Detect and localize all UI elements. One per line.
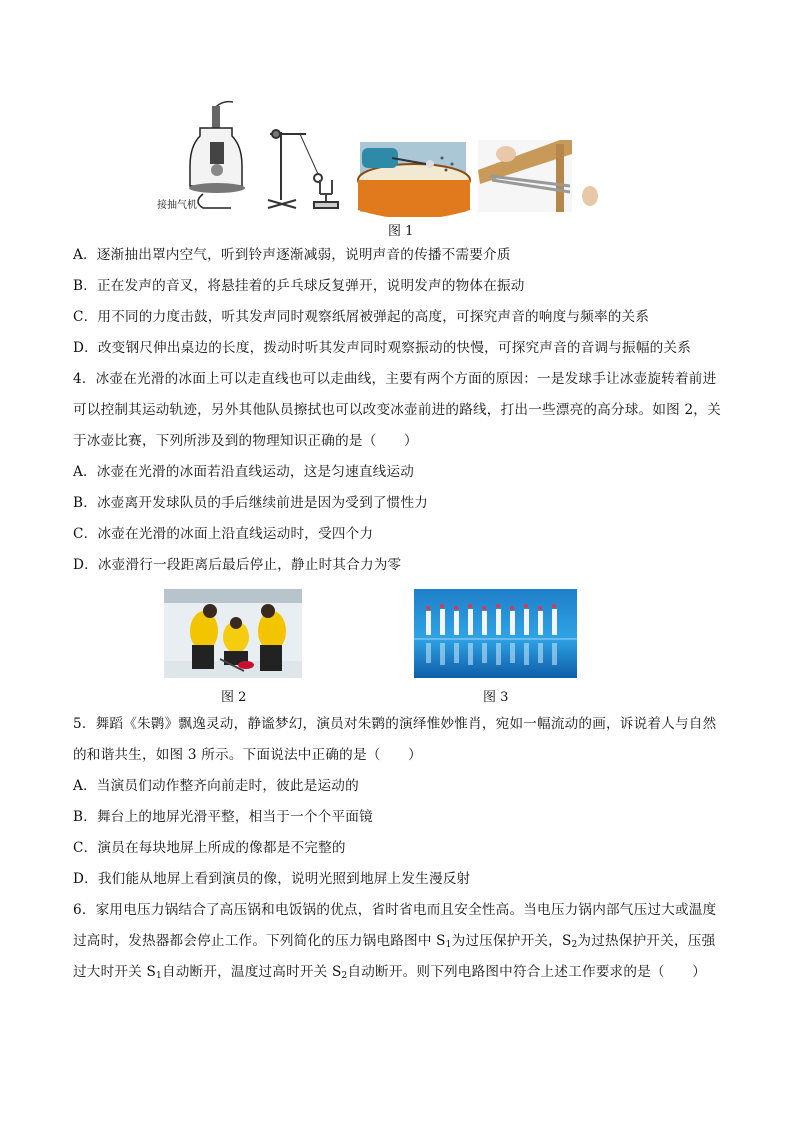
q5-stem-line-2: 的和谐共生，如图 3 所示。下面说法中正确的是（ ） <box>73 747 422 763</box>
q6-line3-sub-1: 1 <box>156 971 162 981</box>
q4-stem-line-3: 于冰壶比赛，下列所涉及到的物理知识正确的是（ ） <box>73 433 418 449</box>
q4-option-c: C．冰壶在光滑的冰面上沿直线运动时，受四个力 <box>73 526 374 542</box>
figure-1 <box>0 92 794 242</box>
q4-option-a: A．冰壶在光滑的冰面若沿直线运动，这是匀速直线运动 <box>73 464 415 480</box>
q3-option-c: C．用不同的力度击鼓，听其发声同时观察纸屑被弹起的高度，可探究声音的响度与频率的关系 <box>73 309 650 325</box>
q4-option-b: B．冰壶离开发球队员的手后继续前进是因为受到了惯性力 <box>73 495 429 511</box>
figure-1-caption: 图 1 <box>388 224 414 239</box>
q5-option-d: D．我们能从地屏上看到演员的像，说明光照到地屏上发生漫反射 <box>73 871 471 887</box>
q4-stem-line-2: 可以控制其运动轨迹，另外其他队员擦拭也可以改变冰壶前进的路线，打出一些漂亮的高分球。如图 2，关 <box>73 402 721 418</box>
q5-stem-line-1: 5．舞蹈《朱鹮》飘逸灵动，静谧梦幻，演员对朱鹮的演绎惟妙惟肖，宛如一幅流动的画，诉说着人与自然 <box>73 716 717 732</box>
tuning-fork-illustration <box>268 130 338 208</box>
steel-ruler-illustration <box>478 140 598 212</box>
q5-option-b: B．舞台上的地屏光滑平整，相当于一个个平面镜 <box>73 809 373 825</box>
q6-line3-part-a: 过大时开关 S <box>73 964 157 980</box>
q6-line3-sub-2: 2 <box>341 971 348 981</box>
q3-option-b: B．正在发声的音叉，将悬挂着的乒乓球反复弹开，说明发声的物体在振动 <box>73 278 525 294</box>
q6-line3-part-b: 自动断开，温度过高时开关 S <box>161 964 342 980</box>
q3-option-a: A．逐渐抽出罩内空气，听到铃声逐渐减弱，说明声音的传播不需要介质 <box>73 247 511 263</box>
q6-line2-part-c: 为过热保护开关，压强 <box>577 933 716 949</box>
q6-line2-part-a: 过高时，发热器都会停止工作。下列简化的压力锅电路图中 S <box>73 933 446 949</box>
q6-stem-line-3 <box>73 962 733 986</box>
q6-line2-sub-2: 2 <box>571 940 578 950</box>
figure-2-curling-photo <box>164 589 302 678</box>
figure-3-dance-photo <box>414 589 577 678</box>
q6-line2-sub-1: 1 <box>445 940 452 950</box>
q5-option-a: A．当演员们动作整齐向前走时，彼此是运动的 <box>73 778 359 794</box>
drum-illustration <box>358 142 470 217</box>
q4-option-d: D．冰壶滑行一段距离后最后停止，静止时其合力为零 <box>73 557 402 573</box>
q6-line2-part-b: 为过压保护开关，S <box>451 933 572 949</box>
figure-2-caption: 图 2 <box>221 690 247 705</box>
figure-1-illustrations <box>0 92 794 217</box>
q6-stem-line-2 <box>73 931 733 955</box>
q6-line3-part-c: 自动断开。则下列电路图中符合上述工作要求的是（ ） <box>347 964 707 980</box>
q4-stem-line-1: 4．冰壶在光滑的冰面上可以走直线也可以走曲线，主要有两个方面的原因：一是发球手让冰壶旋转着前进 <box>73 371 717 387</box>
q6-stem-line-1: 6．家用电压力锅结合了高压锅和电饭锅的优点，省时省电而且安全性高。当电压力锅内部气压过大或温度 <box>73 902 717 918</box>
figure-3-caption: 图 3 <box>483 690 509 705</box>
vacuum-pump-label: 接抽气机 <box>157 200 197 211</box>
q5-option-c: C．演员在每块地屏上所成的像都是不完整的 <box>73 840 346 856</box>
bell-jar-illustration <box>157 102 245 211</box>
q3-option-d: D．改变钢尺伸出桌边的长度，拨动时听其发声同时观察振动的快慢，可探究声音的音调与振幅的关系 <box>73 340 692 356</box>
